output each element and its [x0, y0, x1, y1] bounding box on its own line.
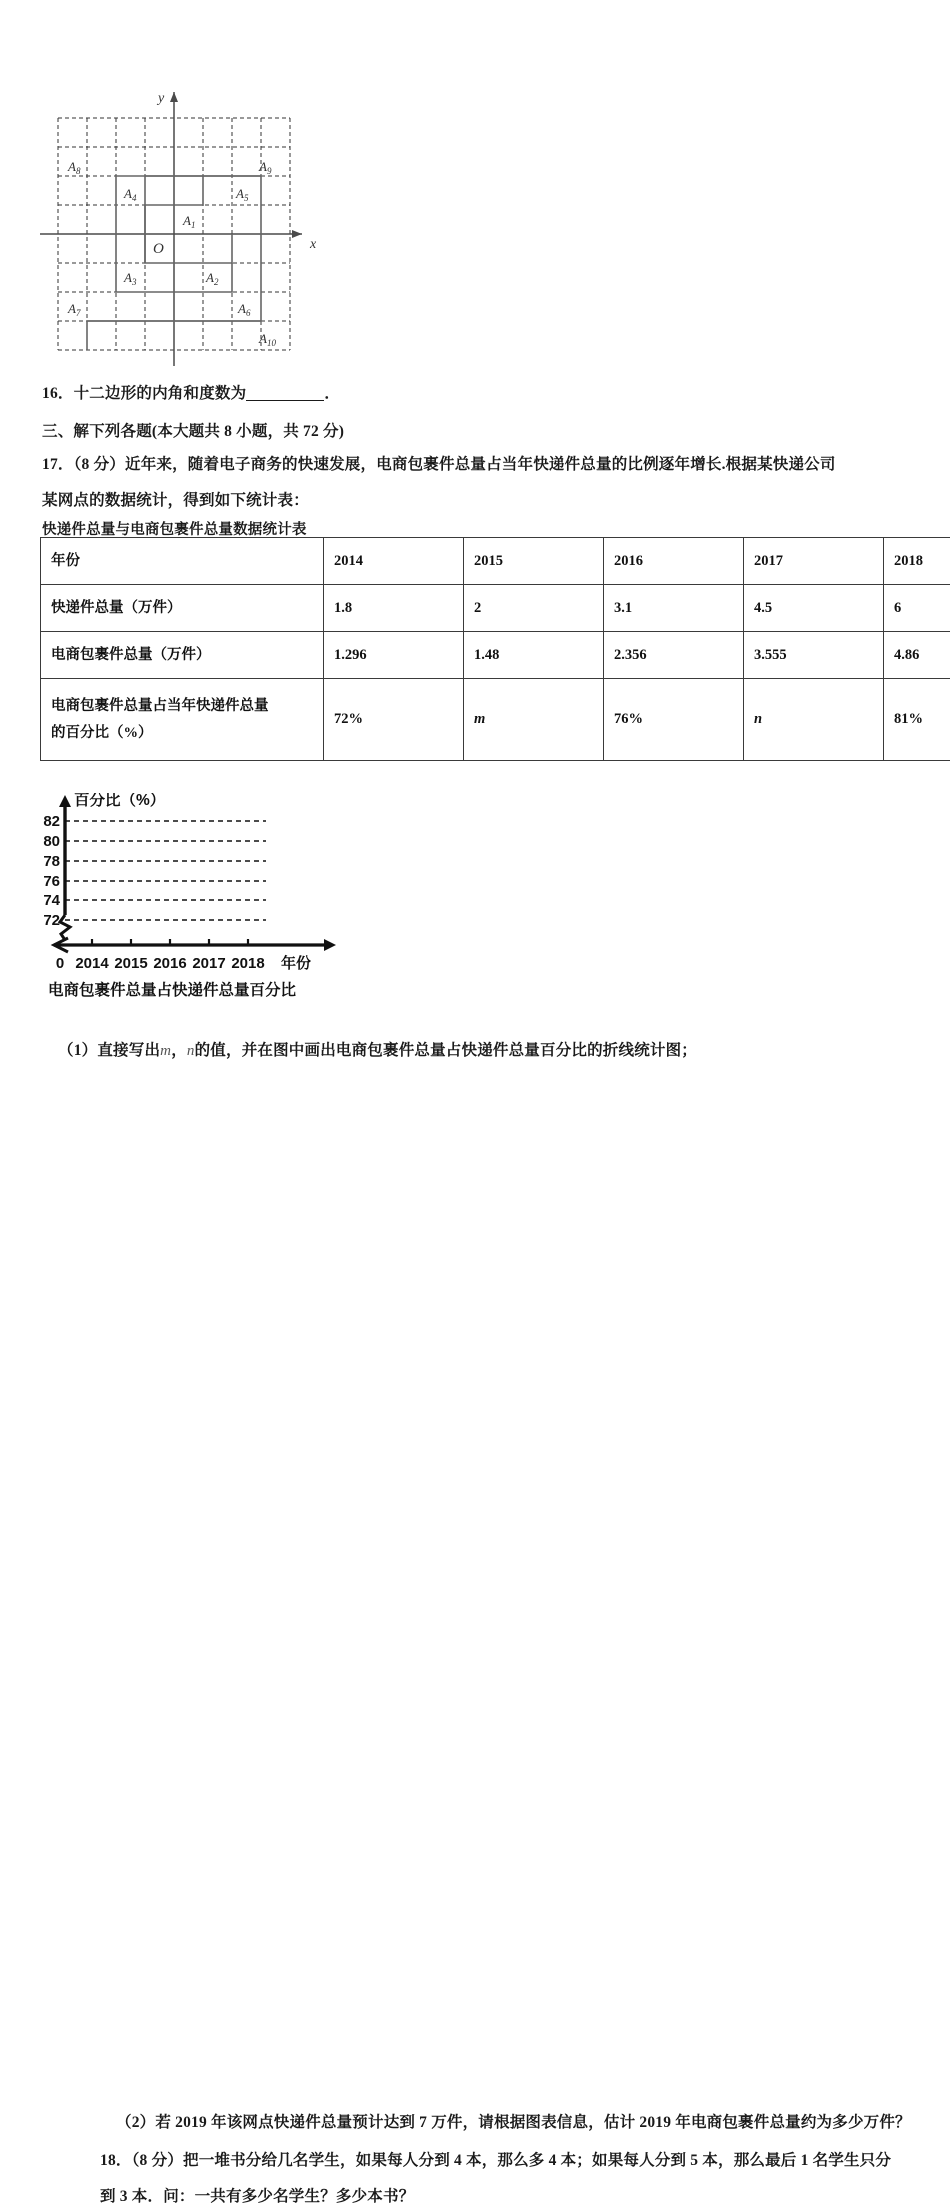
cell-ecom-2014: 1.296	[324, 632, 464, 679]
cell-label-percentage	[41, 679, 324, 761]
cell-express-2015: 2	[464, 585, 604, 632]
table-row-percentage	[41, 679, 950, 761]
cell-year-2014: 2014	[324, 538, 464, 585]
y-tick-80: 80	[43, 833, 60, 850]
y-tick-76: 76	[43, 873, 60, 890]
cell-ecom-2018: 4.86	[884, 632, 950, 679]
y-axis-arrow	[59, 795, 71, 807]
q17-sub1-n: n	[187, 1043, 195, 1059]
chart-caption: 电商包裹件总量占快递件总量百分比	[48, 980, 297, 999]
x-axis-arrow	[292, 230, 302, 238]
axes	[40, 92, 302, 366]
point-label-a7: $A_7$	[67, 301, 81, 318]
q18-score: （8 分）	[132, 2152, 183, 2169]
y-axis-title: 百分比（%）	[74, 793, 165, 809]
x-label-2014: 2014	[75, 955, 109, 972]
point-label-a8: $A_8$	[67, 159, 81, 176]
cell-express-2017: 4.5	[744, 585, 884, 632]
spiral-svg	[40, 78, 360, 370]
q17-number: 17．	[42, 456, 74, 473]
cell-year-2016: 2016	[604, 538, 744, 585]
express-parcel-statistics-table	[40, 537, 950, 761]
q17-sub1-pre: （1）直接写出	[58, 1042, 160, 1059]
x-tick-labels	[56, 954, 311, 972]
x-label-2018: 2018	[231, 955, 264, 972]
q17-sub1-post: 的值，并在图中画出电商包裹件总量占快递件总量百分比的折线统计图；	[195, 1042, 697, 1059]
table-row-ecommerce-total	[41, 632, 950, 679]
question-16	[42, 381, 340, 403]
cell-pct-2016: 76%	[604, 679, 744, 761]
question-18-line1	[100, 2148, 891, 2170]
q17-line1-text: 近年来，随着电子商务的快速发展，电商包裹件总量占当年快递件总量的比例逐年增长.根据某快递公司	[125, 456, 836, 473]
question-17-sub1	[58, 1038, 697, 1060]
question-17-sub2: （2）若 2019 年该网点快递件总量预计达到 7 万件，请根据图表信息，估计 2019 年电商包裹件总量约为多少万件？	[116, 2110, 911, 2132]
cell-label-percentage-line2: 的百分比（%）	[51, 720, 313, 747]
origin-label: O	[153, 241, 164, 257]
cell-pct-2014: 72%	[324, 679, 464, 761]
cell-year-2018: 2018	[884, 538, 950, 585]
q18-line1-text: 把一堆书分给几名学生，如果每人分到 4 本，那么多 4 本；如果每人分到 5 本，那么最后 1 名学生只分	[183, 2152, 891, 2169]
cell-express-2014: 1.8	[324, 585, 464, 632]
cell-express-2016: 3.1	[604, 585, 744, 632]
y-tick-labels	[43, 813, 60, 929]
cell-ecom-2015: 1.48	[464, 632, 604, 679]
x-axis-title: 年份	[281, 954, 311, 972]
point-label-group	[67, 159, 276, 348]
q17-score: （8 分）	[74, 456, 125, 473]
table-row-years	[41, 538, 950, 585]
point-label-a5: $A_5$	[235, 186, 249, 203]
cell-label-ecommerce-total: 电商包裹件总量（万件）	[41, 632, 324, 679]
table-caption: 快递件总量与电商包裹件总量数据统计表	[42, 518, 307, 539]
cell-pct-2018: 81%	[884, 679, 950, 761]
cell-express-2018: 6	[884, 585, 950, 632]
y-axis-arrow	[170, 92, 178, 102]
cell-label-express-total: 快递件总量（万件）	[41, 585, 324, 632]
question-17-line1	[42, 452, 836, 474]
y-axis-break-icon	[60, 915, 70, 940]
point-label-a1: $A_1$	[182, 213, 195, 230]
y-axis-label: y	[156, 91, 165, 106]
q16-blank	[246, 400, 324, 401]
y-tick-82: 82	[43, 813, 60, 830]
question-17-line2: 某网点的数据统计，得到如下统计表：	[42, 488, 309, 510]
q16-number: 16．	[42, 385, 74, 402]
q18-number: 18．	[100, 2152, 132, 2169]
point-label-a4: $A_4$	[123, 186, 137, 203]
q16-period: ．	[324, 385, 340, 402]
cell-pct-2017-n: n	[744, 679, 884, 761]
cell-year-2017: 2017	[744, 538, 884, 585]
origin-zero-label: 0	[56, 955, 64, 972]
percentage-line-chart	[30, 793, 360, 1038]
point-label-a3: $A_3$	[123, 270, 137, 287]
cell-label-year: 年份	[41, 538, 324, 585]
gridline-group	[65, 821, 266, 920]
cell-year-2015: 2015	[464, 538, 604, 585]
q16-text: 十二边形的内角和度数为	[74, 385, 247, 402]
y-tick-74: 74	[43, 892, 60, 909]
point-label-a9: $A_9$	[258, 159, 272, 176]
x-axis-arrow	[324, 939, 336, 951]
point-label-a6: $A_6$	[237, 301, 251, 318]
point-label-a2: $A_2$	[205, 270, 219, 287]
x-label-2017: 2017	[192, 955, 225, 972]
cell-label-percentage-line1: 电商包裹件总量占当年快递件总量	[51, 693, 313, 720]
section-heading-3: 三、解下列各题(本大题共 8 小题，共 72 分)	[42, 419, 344, 441]
coordinate-spiral-figure	[40, 78, 360, 370]
q17-sub1-sep: ，	[171, 1042, 187, 1059]
x-axis-label: x	[309, 237, 317, 252]
table-row-express-total	[41, 585, 950, 632]
cell-pct-2015-m: m	[464, 679, 604, 761]
x-label-2016: 2016	[153, 955, 186, 972]
q17-sub1-m: m	[160, 1043, 171, 1059]
question-18-line2: 到 3 本．问：一共有多少名学生？多少本书？	[100, 2184, 414, 2206]
cell-ecom-2017: 3.555	[744, 632, 884, 679]
x-label-2015: 2015	[114, 955, 147, 972]
cell-ecom-2016: 2.356	[604, 632, 744, 679]
y-tick-72: 72	[43, 912, 60, 929]
y-tick-78: 78	[43, 853, 60, 870]
chart-svg	[30, 793, 360, 1038]
point-label-a10: $A_{10}$	[258, 331, 276, 348]
